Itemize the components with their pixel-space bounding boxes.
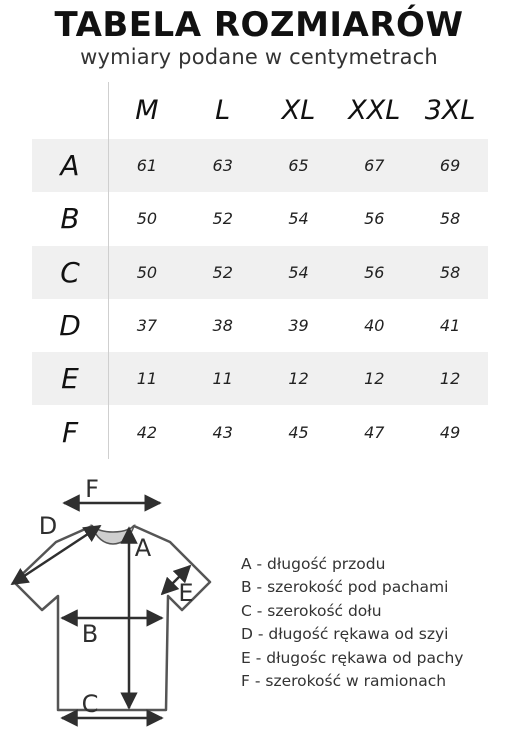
diagram-label-d: D [38, 512, 58, 540]
table-cell: 11 [136, 369, 158, 389]
table-row [32, 405, 488, 458]
legend-item-a: A - długość przodu [241, 555, 386, 573]
table-cell: 61 [136, 156, 158, 176]
row-label: E [32, 352, 109, 405]
page-title: TABELA ROZMIARÓW [54, 5, 464, 45]
table-cell: 67 [364, 156, 385, 176]
page-subtitle: wymiary podane w centymetrach [80, 45, 438, 69]
row-label: C [32, 246, 109, 299]
size-table [32, 82, 488, 459]
table-cell: 45 [288, 422, 309, 442]
table-cell: 42 [136, 422, 158, 442]
table-cell: 12 [439, 369, 461, 389]
diagram-label-e: E [178, 579, 194, 607]
table-cell: 54 [288, 262, 309, 282]
table-cell: 12 [364, 369, 385, 389]
row-label: A [32, 139, 109, 192]
column-header: XXL [348, 95, 401, 126]
table-corner-cell [32, 82, 109, 139]
legend-item-f: F - szerokość w ramionach [241, 672, 447, 691]
table-cell: 50 [136, 262, 158, 282]
diagram-label-a: A [134, 534, 152, 562]
table-cell: 12 [288, 369, 309, 389]
table-cell: 63 [212, 156, 233, 176]
row-label: B [32, 192, 109, 245]
table-cell: 11 [212, 369, 233, 389]
table-cell: 41 [439, 316, 461, 336]
legend-item-d: D - długość rękawa od szyi [241, 625, 449, 644]
table-cell: 37 [136, 316, 158, 336]
table-cell: 50 [136, 209, 158, 229]
table-cell: 49 [439, 422, 461, 442]
row-label: D [32, 299, 109, 352]
table-row [32, 352, 488, 405]
tshirt-icon [0, 470, 240, 740]
table-cell: 58 [439, 262, 461, 282]
table-cell: 47 [364, 422, 385, 442]
table-cell: 39 [288, 316, 309, 336]
table-cell: 69 [439, 156, 461, 176]
legend-item-e: E - długośc rękawa od pachy [241, 648, 464, 667]
table-cell: 65 [288, 156, 309, 176]
table-row [32, 246, 488, 299]
table-cell: 58 [439, 209, 461, 229]
column-header: L [215, 95, 231, 126]
legend-item-b: B - szerokość pod pachami [241, 578, 449, 597]
row-label: F [32, 405, 109, 458]
table-cell: 54 [288, 209, 309, 229]
table-cell: 52 [212, 262, 233, 282]
measurement-legend [241, 553, 511, 693]
table-cell: 56 [364, 262, 385, 282]
table-cell: 52 [212, 209, 233, 229]
column-header: XL [281, 95, 316, 126]
column-header: 3XL [424, 95, 476, 126]
column-header: M [135, 95, 159, 126]
diagram-label-f: F [85, 475, 99, 503]
table-row [32, 299, 488, 352]
table-cell: 43 [212, 422, 233, 442]
table-cell: 40 [364, 316, 385, 336]
table-cell: 38 [212, 316, 233, 336]
table-row [32, 192, 488, 245]
diagram-label-c: C [81, 690, 99, 718]
diagram-label-b: B [81, 620, 99, 648]
table-row [32, 139, 488, 192]
table-cell: 56 [364, 209, 385, 229]
legend-item-c: C - szerokość dołu [241, 601, 382, 620]
table-header-row [32, 82, 488, 139]
tshirt-diagram [0, 470, 240, 740]
